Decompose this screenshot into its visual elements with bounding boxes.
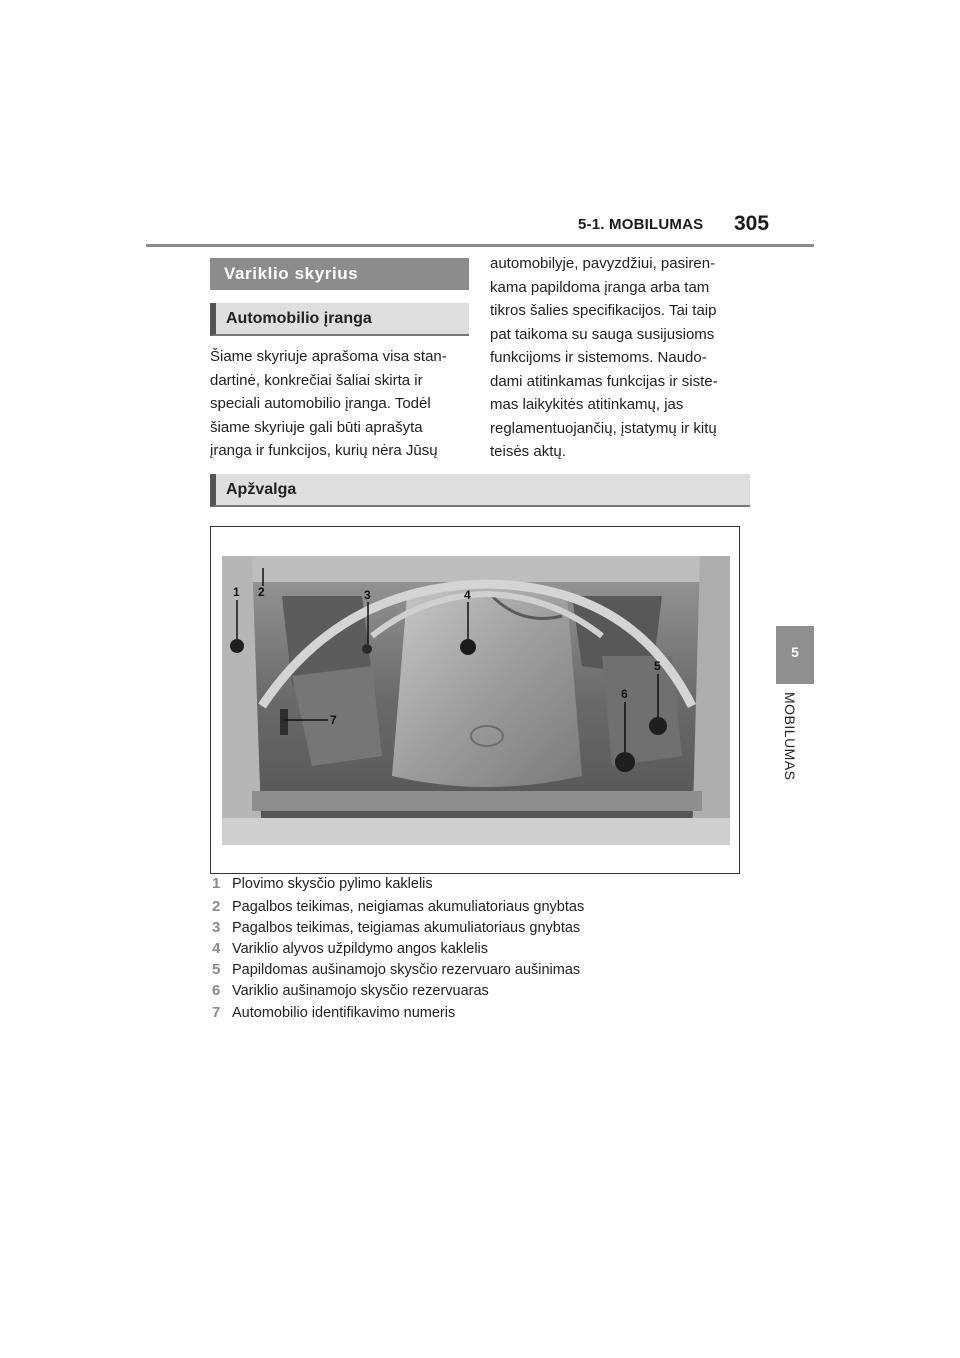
callout-1: 1 [233,585,240,599]
chapter-tab[interactable] [776,626,814,684]
list-item: 7 Automobilio identifikavimo numeris [212,1003,456,1021]
list-item: 3 Pagalbos teikimas, teigiamas akumuliatoriaus gnybtas [212,918,581,936]
list-item: 5 Papildomas aušinamojo skysčio rezervuaro aušinimas [212,961,581,979]
list-item: 6 Variklio aušinamojo skysčio rezervuaras [212,982,489,1000]
callout-2: 2 [258,585,265,599]
subheading-overview: Apžvalga [210,474,750,507]
list-item: 1 Plovimo skysčio pylimo kaklelis [212,875,433,892]
list-item: 2 Pagalbos teikimas, neigiamas akumuliatoriaus gnybtas [212,897,585,915]
callout-7: 7 [330,713,337,727]
engine-bay-figure [210,526,740,874]
continued-paragraph: automobilyje, pavyzdžiui, pasiren- kama papildoma įranga arba tam tikros šalies specifikacijos. Tai taip pat taikoma su sauga susijusioms funkcijoms ir sistemoms. Naudo- dami atitinkamas funkcijas ir siste- mas laikykitės atitinkamų, jas reglamentuojančių, įstatymų ir kitų teisės aktų. [490,255,718,460]
callout-3: 3 [364,588,371,602]
subheading-equipment: Automobilio įranga [210,303,469,336]
intro-paragraph: Šiame skyriuje aprašoma visa stan- dartinė, konkrečiai šaliai skirta ir speciali automobilio įranga. Todėl šiame skyriuje gali būti aprašyta įranga ir funkcijos, kurių nėra Jūsų [210,348,447,459]
header-rule [146,244,814,247]
chapter-number: 5 [791,644,799,660]
page-number: 305 [734,212,770,235]
chapter-label: MOBILUMAS [782,692,798,781]
callout-5: 5 [654,659,661,673]
legend-list [212,873,584,1023]
callout-4: 4 [464,588,471,602]
engine-bay-photo [222,556,730,845]
section-title: 5-1. MOBILUMAS [578,216,704,233]
callout-6: 6 [621,687,628,701]
list-item: 4 Variklio alyvos užpildymo angos kaklelis [212,940,489,958]
main-heading: Variklio skyrius [210,258,469,290]
